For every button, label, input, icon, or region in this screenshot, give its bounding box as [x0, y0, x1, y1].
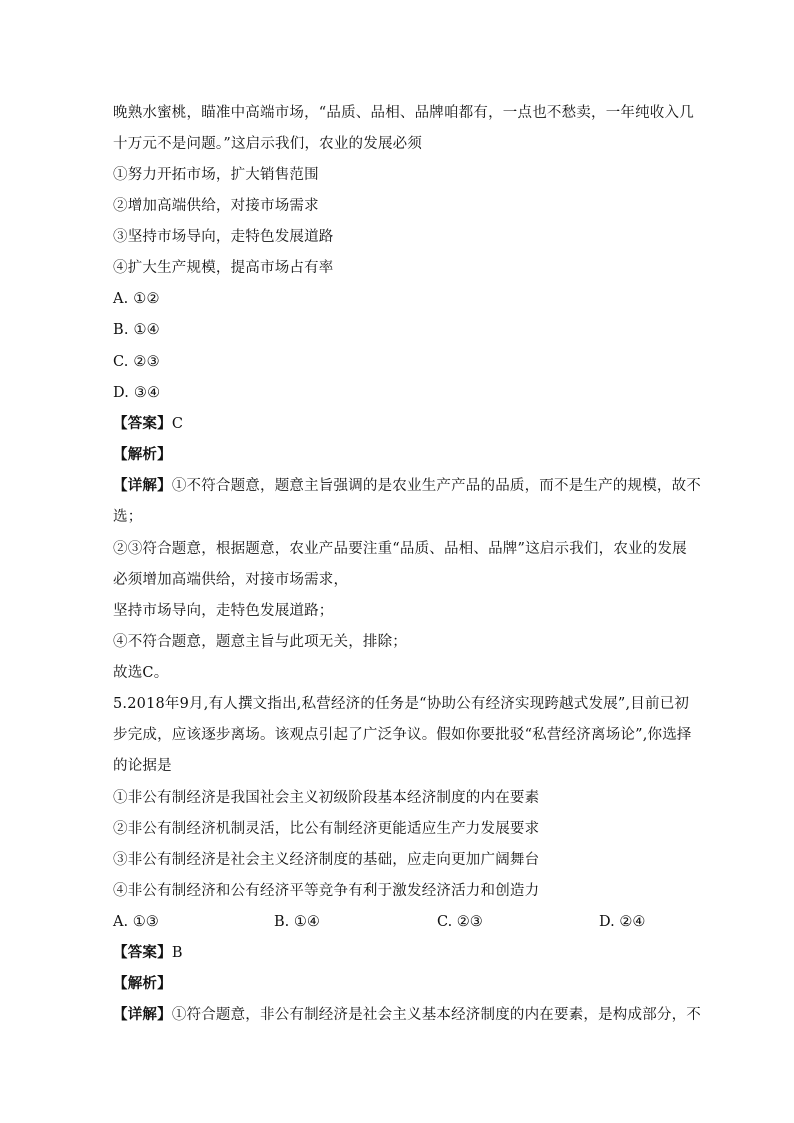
q4-analysis-label: 【解析】	[113, 446, 172, 463]
q5-detail-label: 【详解】	[113, 1006, 172, 1023]
q4-option-d: D. ③④	[113, 385, 161, 401]
q4-answer-value: C	[171, 416, 184, 432]
q4-answer	[113, 414, 683, 434]
q4-item-4: ④扩大生产规模，提高市场占有率	[113, 260, 334, 276]
q5-answer-label: 【答案】	[113, 944, 172, 961]
q5-item-2: ②非公有制经济机制灵活，比公有制经济更能适应生产力发展要求	[113, 821, 540, 837]
q4-item-2: ②增加高端供给，对接市场需求	[113, 198, 319, 214]
q4-detail-line-1	[113, 476, 702, 496]
q4-stem-line-2: 十万元不是问题。”这启示我们，农业的发展必须	[113, 136, 423, 152]
q4-option-a: A. ①②	[113, 291, 160, 307]
q5-item-4: ④非公有制经济和公有经济平等竞争有利于激发经济活力和创造力	[113, 883, 540, 899]
q4-answer-label: 【答案】	[113, 415, 172, 432]
q4-stem-line-1: 晚熟水蜜桃，瞄准中高端市场，“品质、品相、品牌咱都有，一点也不愁卖，一年纯收入几	[113, 105, 694, 121]
q4-item-1: ①努力开拓市场，扩大销售范围	[113, 167, 319, 183]
q5-option-a: A. ①③	[113, 914, 159, 930]
q5-stem-line-1: 5.2018年9月,有人撰文指出,私营经济的任务是“协助公有经济实现跨越式发展”,目前已初	[113, 696, 690, 712]
q4-conclusion: 故选C。	[113, 665, 169, 681]
q4-detail-line-4: 必须增加高端供给，对接市场需求，	[113, 572, 349, 588]
q4-detail-line-2: 选；	[113, 509, 143, 525]
q5-detail-text-1: ①符合题意，非公有制经济是社会主义基本经济制度的内在要素，是构成部分，不	[171, 1007, 702, 1023]
q4-detail-line-5: 坚持市场导向，走特色发展道路；	[113, 603, 334, 619]
q5-answer-value: B	[171, 945, 183, 961]
q5-option-c: C. ②③	[437, 914, 483, 930]
q5-stem-line-3: 的论据是	[113, 758, 172, 774]
q5-stem-line-2: 步完成，应该逐步离场。该观点引起了广泛争议。假如你要批驳“私营经济离场论”,你选择	[113, 727, 692, 743]
q4-detail-text-1: ①不符合题意，题意主旨强调的是农业生产产品的品质，而不是生产的规模，故不	[171, 478, 702, 494]
q4-item-3: ③坚持市场导向，走特色发展道路	[113, 229, 334, 245]
q5-option-b: B. ①④	[274, 914, 320, 930]
q5-answer	[113, 943, 683, 963]
q4-detail-line-6: ④不符合题意，题意主旨与此项无关，排除；	[113, 634, 407, 650]
q4-detail-line-3: ②③符合题意，根据题意，农业产品要注重“品质、品相、品牌”这启示我们，农业的发展	[113, 541, 687, 557]
q4-option-b: B. ①④	[113, 322, 160, 338]
q5-option-d: D. ②④	[599, 914, 646, 930]
q5-detail-line-1	[113, 1005, 702, 1025]
q5-item-1: ①非公有制经济是我国社会主义初级阶段基本经济制度的内在要素	[113, 790, 540, 806]
q4-detail-label: 【详解】	[113, 477, 172, 494]
q4-option-c: C. ②③	[113, 354, 160, 370]
q5-item-3: ③非公有制经济是社会主义经济制度的基础，应走向更加广阔舞台	[113, 852, 540, 868]
q5-analysis-label: 【解析】	[113, 975, 172, 992]
